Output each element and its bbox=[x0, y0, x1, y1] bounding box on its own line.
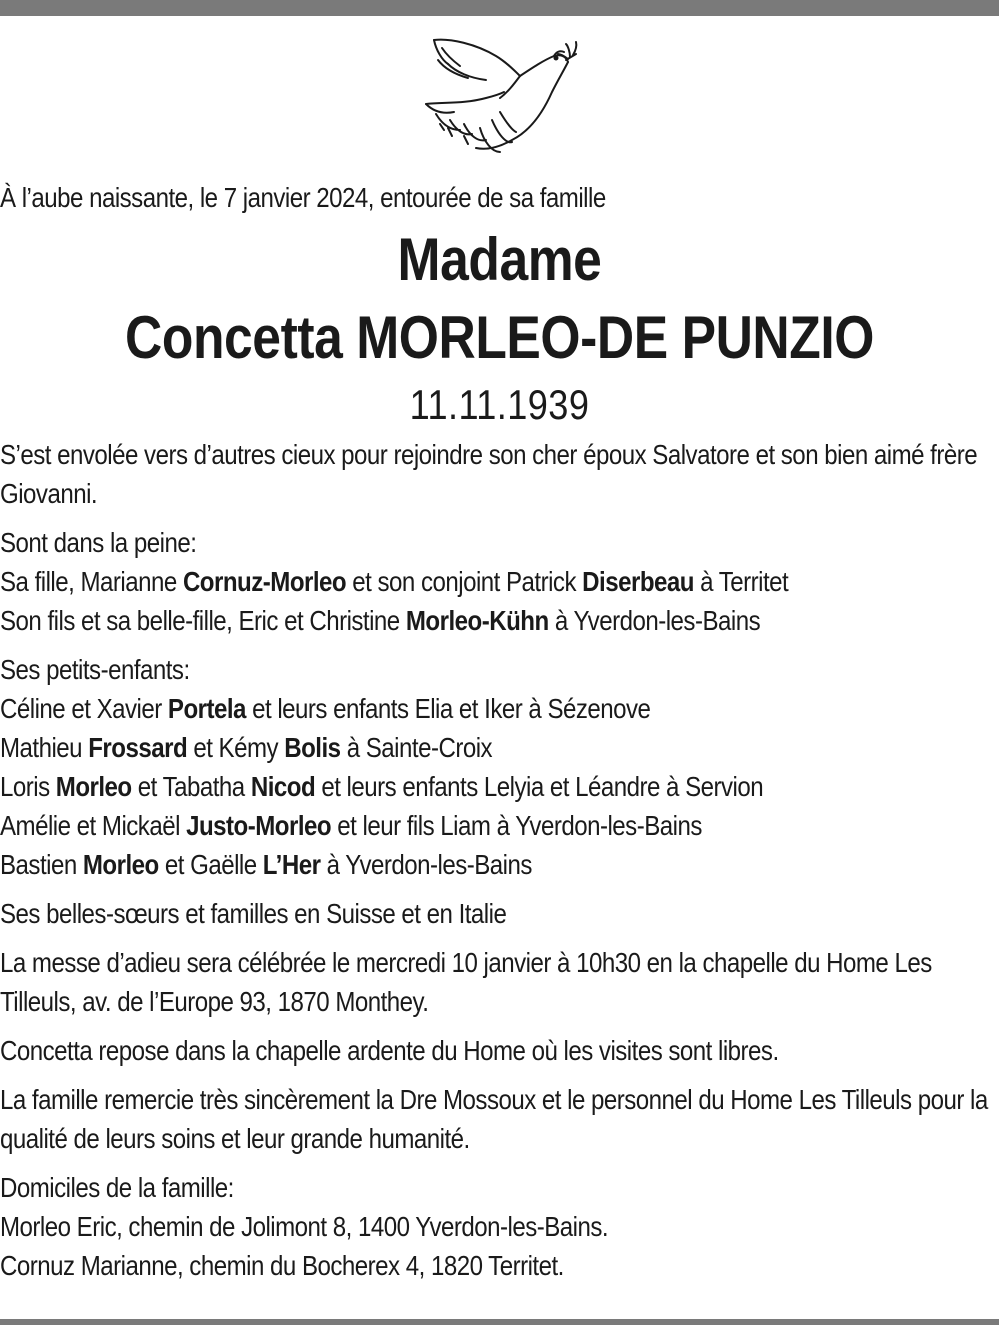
in-laws-text: Ses belles-sœurs et familles en Suisse et en Italie bbox=[0, 898, 507, 929]
dove-icon bbox=[420, 34, 580, 158]
grandchildren-heading: Ses petits-enfants: bbox=[0, 654, 190, 685]
intro-text: À l’aube naissante, le 7 janvier 2024, entourée de sa famille bbox=[0, 182, 606, 213]
deceased-name: Concetta MORLEO-DE PUNZIO bbox=[125, 304, 874, 371]
mass-text: La messe d’adieu sera célébrée le mercredi 10 janvier à 10h30 en la chapelle du Home Les Tilleuls, av. de l’Europe 93, 1870 Monthey. bbox=[0, 947, 932, 1017]
mourners-heading: Sont dans la peine: bbox=[0, 527, 197, 558]
grandchild-line: Bastien Morleo et Gaëlle L’Her à Yverdon-les-Bains bbox=[0, 849, 532, 880]
domiciles-section bbox=[0, 1168, 999, 1285]
obituary-content bbox=[0, 178, 999, 1285]
grandchild-line: Céline et Xavier Portela et leurs enfants Elia et Iker à Sézenove bbox=[0, 693, 651, 724]
mourner-line: Son fils et sa belle-fille, Eric et Christine Morleo-Kühn à Yverdon-les-Bains bbox=[0, 605, 761, 636]
top-rule bbox=[0, 0, 999, 16]
mourner-line: Sa fille, Marianne Cornuz-Morleo et son conjoint Patrick Diserbeau à Territet bbox=[0, 566, 789, 597]
grandchild-line: Amélie et Mickaël Justo-Morleo et leur fils Liam à Yverdon-les-Bains bbox=[0, 810, 702, 841]
grandchild-line: Loris Morleo et Tabatha Nicod et leurs enfants Lelyia et Léandre à Servion bbox=[0, 771, 764, 802]
bottom-rule bbox=[0, 1319, 999, 1325]
thanks-text: La famille remercie très sincèrement la Dre Mossoux et le personnel du Home Les Tilleuls pour la qualité de leurs soins et leur grande humanité. bbox=[0, 1084, 988, 1154]
domicile-line: Cornuz Marianne, chemin du Bocherex 4, 1820 Territet. bbox=[0, 1250, 564, 1281]
grandchildren-section bbox=[0, 650, 999, 884]
grandchild-line: Mathieu Frossard et Kémy Bolis à Sainte-Croix bbox=[0, 732, 493, 763]
rest-text: Concetta repose dans la chapelle ardente du Home où les visites sont libres. bbox=[0, 1035, 779, 1066]
deceased-title bbox=[0, 221, 999, 433]
departure-text: S’est envolée vers d’autres cieux pour rejoindre son cher époux Salvatore et son bien aimé frère Giovanni. bbox=[0, 439, 978, 509]
honorific: Madame bbox=[397, 226, 602, 293]
birth-date: 11.11.1939 bbox=[409, 381, 590, 428]
mourners-section bbox=[0, 523, 999, 640]
domicile-line: Morleo Eric, chemin de Jolimont 8, 1400 Yverdon-les-Bains. bbox=[0, 1211, 609, 1242]
domiciles-heading: Domiciles de la famille: bbox=[0, 1172, 234, 1203]
